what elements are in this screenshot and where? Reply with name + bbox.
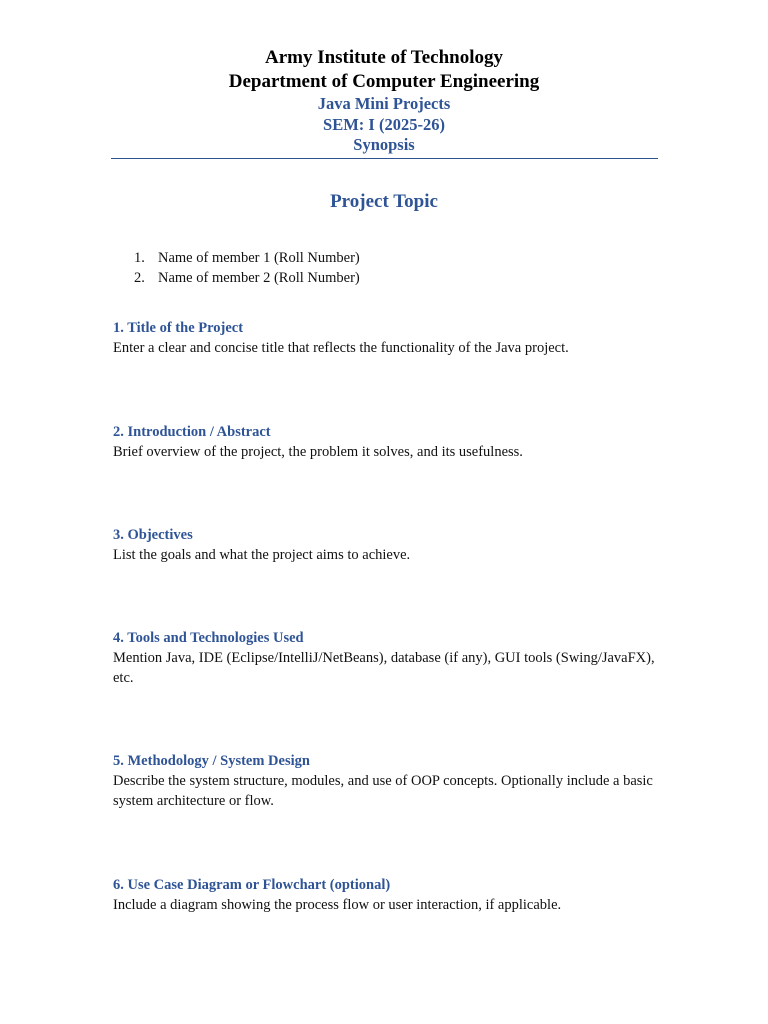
section-body: Mention Java, IDE (Eclipse/IntelliJ/NetBeans), database (if any), GUI tools (Swing/JavaFX), etc.: [113, 650, 655, 686]
section-introduction: [113, 422, 673, 462]
section-methodology: [113, 751, 673, 811]
semester-label: SEM: I (2025-26): [323, 114, 445, 134]
section-body: Describe the system structure, modules, and use of OOP concepts. Optionally include a basic system architecture or flow.: [113, 773, 653, 809]
document-type: Synopsis: [353, 135, 415, 154]
member-item: [134, 268, 360, 288]
section-heading: 6. Use Case Diagram or Flowchart (optional): [113, 877, 391, 893]
section-body: Enter a clear and concise title that reflects the functionality of the Java project.: [113, 340, 569, 356]
department-name: Department of Computer Engineering: [228, 71, 540, 92]
section-body: Include a diagram showing the process flow or user interaction, if applicable.: [113, 897, 562, 913]
section-heading: 3. Objectives: [113, 527, 193, 543]
section-heading: 2. Introduction / Abstract: [113, 424, 271, 440]
section-use-case-diagram: [113, 875, 673, 915]
section-body: List the goals and what the project aims to achieve.: [113, 547, 411, 563]
section-heading: 4. Tools and Technologies Used: [113, 630, 304, 646]
header-divider: [111, 158, 658, 159]
course-name: Java Mini Projects: [317, 94, 451, 113]
section-body: Brief overview of the project, the problem it solves, and its usefulness.: [113, 444, 523, 460]
section-title-of-project: [113, 318, 673, 358]
document-header: [0, 46, 768, 156]
member-text: Name of member 1 (Roll Number): [158, 250, 360, 266]
member-number: 1.: [134, 250, 145, 266]
project-topic-heading: Project Topic: [330, 191, 438, 212]
section-tools: [113, 628, 673, 688]
section-objectives: [113, 525, 673, 565]
member-number: 2.: [134, 270, 145, 286]
section-heading: 5. Methodology / System Design: [113, 753, 310, 769]
member-item: [134, 248, 360, 268]
section-heading: 1. Title of the Project: [113, 320, 244, 336]
member-text: Name of member 2 (Roll Number): [158, 270, 360, 286]
institute-name: Army Institute of Technology: [264, 47, 504, 68]
member-list: [134, 248, 360, 288]
